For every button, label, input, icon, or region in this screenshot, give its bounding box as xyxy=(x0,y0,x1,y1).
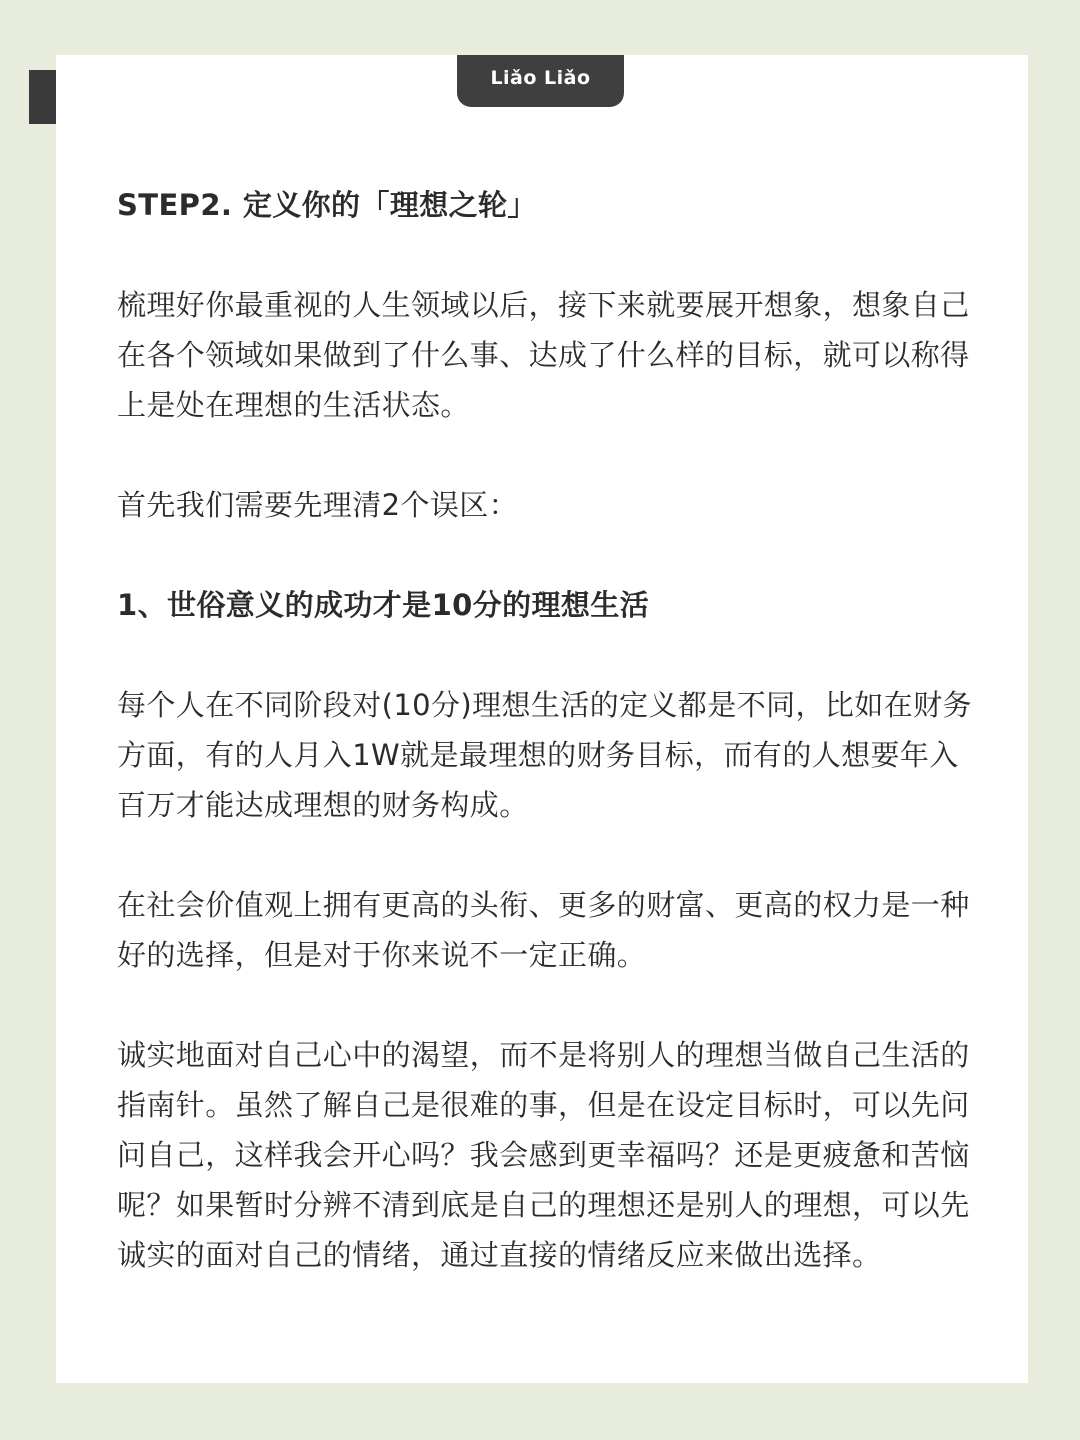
paragraph-1: 梳理好你最重视的人生领域以后，接下来就要展开想象，想象自己在各个领域如果做到了什么事、达成了什么样的目标，就可以称得上是处在理想的生活状态。 xyxy=(117,288,970,422)
logo-tab xyxy=(457,55,624,107)
paragraph-5: 诚实地面对自己心中的渴望，而不是将别人的理想当做自己生活的指南针。虽然了解自己是很难的事，但是在设定目标时，可以先问问自己，这样我会开心吗？我会感到更幸福吗？还是更疲惫和苦恼呢？如果暂时分辨不清到底是自己的理想还是别人的理想，可以先诚实的面对自己的情绪，通过直接的情绪反应来做出选择。 xyxy=(117,1038,970,1272)
paragraph-3: 每个人在不同阶段对(10分)理想生活的定义都是不同，比如在财务方面，有的人月入1W就是最理想的财务目标，而有的人想要年入百万才能达成理想的财务构成。 xyxy=(117,688,972,822)
logo: Liǎo Liǎo xyxy=(490,67,591,89)
article-body xyxy=(117,180,977,1330)
paragraph-2: 首先我们需要先理清2个误区： xyxy=(117,488,519,522)
side-tab-decoration xyxy=(29,70,56,124)
article-heading: STEP2. 定义你的「理想之轮」 xyxy=(117,188,537,222)
paragraph-4: 在社会价值观上拥有更高的头衔、更多的财富、更高的权力是一种好的选择，但是对于你来说不一定正确。 xyxy=(117,888,970,972)
article-subheading: 1、世俗意义的成功才是10分的理想生活 xyxy=(117,588,650,622)
